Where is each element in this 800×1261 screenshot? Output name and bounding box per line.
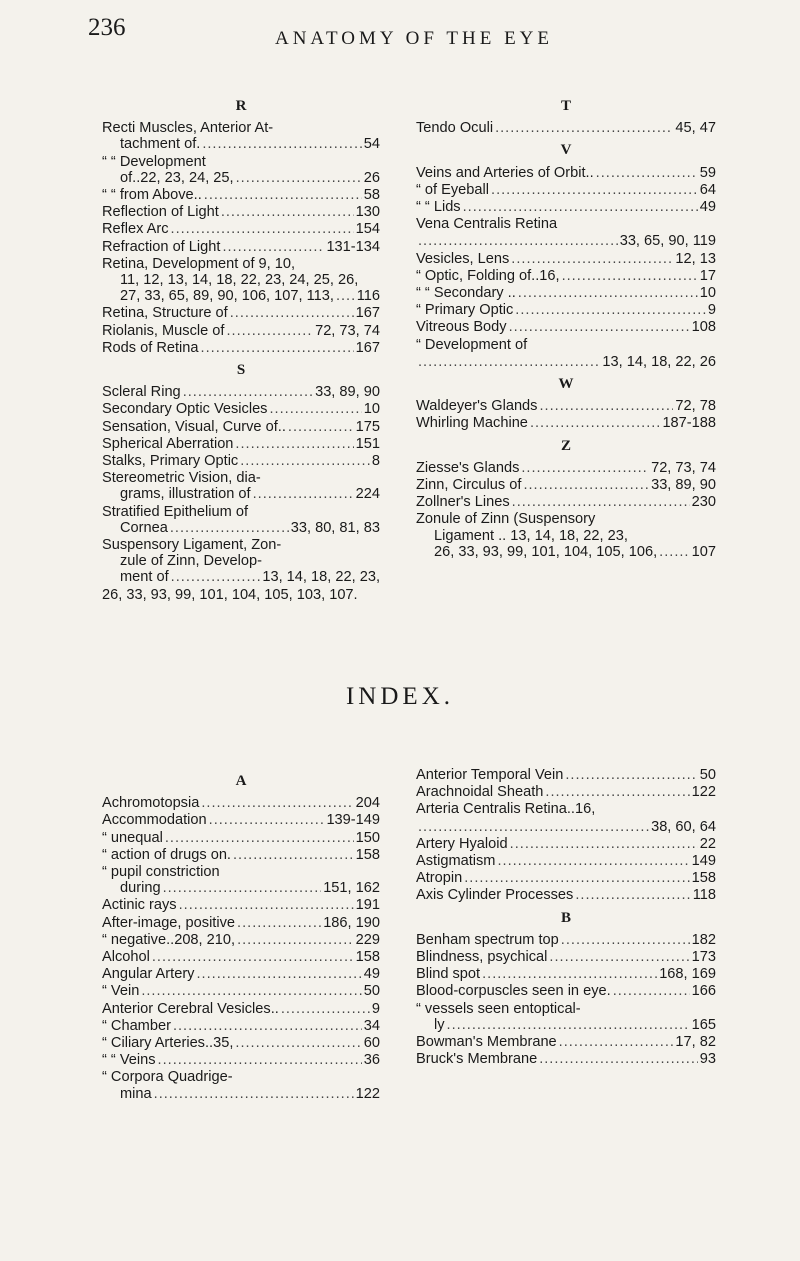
leader-dots [523,477,649,493]
entry-pages: 9 [707,302,716,319]
entry-pages: 150 [355,829,380,846]
entry-term: Secondary Optic Vesicles [102,401,268,418]
index-entry [102,1018,380,1034]
bottom-left-column [102,767,380,1103]
entry-term: “ Chamber [102,1017,171,1034]
leader-dots [183,384,313,400]
entry-pages: 158 [355,846,380,863]
index-entry [416,398,716,414]
index-entry [416,337,716,353]
top-left-column [102,92,380,604]
entry-term: Actinic rays [102,897,177,914]
entry-pages: 122 [691,784,716,801]
leader-dots [221,204,354,220]
leader-dots [539,1051,698,1067]
entry-pages: 151 [355,435,380,452]
entry-pages: 72, 73, 74 [315,322,380,339]
entry-term-line: Recti Muscles, Anterior At- [102,120,274,137]
leader-dots [530,415,661,431]
entry-term-line: “ Corpora Quadrige- [102,1069,233,1086]
entry-pages: 58 [363,187,380,204]
index-entry [416,199,716,215]
entry-term: Riolanis, Muscle of [102,322,225,339]
entry-pages: 72, 73, 74 [651,459,716,476]
entry-pages: 60 [363,1035,380,1052]
entry-term: Sensation, Visual, Curve of.. [102,418,286,435]
index-entry [416,165,716,181]
leader-dots [196,966,361,982]
leader-dots [596,165,698,181]
entry-pages: 151, 162 [323,880,380,897]
index-entry [416,511,716,560]
leader-dots [447,1017,690,1033]
entry-pages: 139-149 [326,812,380,829]
entry-pages: 33, 65, 90, 119 [619,233,716,250]
entry-pages: 12, 13 [675,250,716,267]
index-entry [102,932,380,948]
index-entry [102,1035,380,1051]
index-entry [102,305,380,321]
entry-pages: 158 [691,870,716,887]
leader-dots [201,340,354,356]
section-letter: Z [560,437,571,454]
index-entry [102,847,380,863]
leader-dots [222,239,324,255]
entry-term: Benham spectrum top [416,931,559,948]
index-entry [416,1051,716,1067]
entry-pages: 45, 47 [675,120,716,137]
leader-dots [154,1086,354,1102]
entry-term: Bruck's Membrane [416,1051,538,1068]
entry-term: Vitreous Body [416,319,507,336]
entry-term: Scleral Ring [102,384,181,401]
entry-term: Whirling Machine [416,415,528,432]
leader-dots [575,887,690,903]
entry-term: “ unequal [102,829,163,846]
leader-dots [233,847,354,863]
entry-term: “ “ Secondary .. [416,285,516,302]
entry-pages: 64 [699,181,716,198]
index-entry [416,949,716,965]
entry-term: Reflection of Light [102,204,219,221]
index-entry [102,897,380,913]
entry-term: Veins and Arteries of Orbit.. [416,164,594,181]
entry-term: “ Vein [102,983,140,1000]
index-entry [416,285,716,301]
index-entry [416,268,716,284]
entry-pages: 166 [691,983,716,1000]
leader-dots [235,436,353,452]
index-entry [102,204,380,220]
page-header [88,14,740,54]
entry-pages: 173 [691,949,716,966]
index-entry [416,233,716,249]
index-entry [102,587,380,603]
leader-dots [518,285,698,301]
leader-dots [491,182,698,198]
index-entry [416,887,716,903]
index-entry [102,340,380,356]
entry-term: “ Ciliary Arteries..35, [102,1035,234,1052]
leader-dots [515,302,706,318]
leader-dots [463,199,698,215]
index-entry [102,239,380,255]
entry-pages: 13, 14, 18, 22, 23, [262,569,380,586]
entry-term: Refraction of Light [102,238,221,255]
leader-dots [539,398,673,414]
leader-dots [512,494,690,510]
entry-term: Achromotopsia [102,795,200,812]
entry-pages: 187-188 [662,415,716,432]
leader-dots [230,305,354,321]
entry-pages: 186, 190 [323,914,380,931]
index-entry [102,1069,380,1101]
entry-term: Astigmatism [416,853,496,870]
entry-term-line: Ligament .. 13, 14, 18, 22, 23, [434,527,628,544]
entry-term: “ Optic, Folding of..16, [416,267,560,284]
index-entry [416,819,716,835]
index-entry [102,453,380,469]
entry-pages: 10 [363,401,380,418]
entry-term: Rods of Retina [102,339,199,356]
index-entry [416,251,716,267]
entry-pages: 130 [355,204,380,221]
entry-term: Angular Artery [102,966,195,983]
entry-pages: 33, 89, 90 [315,384,380,401]
entry-term: Zollner's Lines [416,494,510,511]
entry-term: Blood-corpuscles seen in eye. [416,983,611,1000]
entry-term-line: “ vessels seen entoptical- [416,1000,581,1017]
index-entry [416,983,716,999]
index-entry [102,864,380,896]
entry-pages: 17 [699,267,716,284]
leader-dots [170,520,289,536]
entry-pages: 59 [699,164,716,181]
entry-pages: 175 [355,418,380,435]
entry-term-line: 11, 12, 13, 14, 18, 22, 23, 24, 25, 26, [120,272,359,289]
entry-term: “ negative..208, 210, [102,931,236,948]
index-entry [416,354,716,370]
entry-pages: 10 [699,285,716,302]
leader-dots [235,1035,361,1051]
leader-dots [209,812,325,828]
leader-dots [237,932,354,948]
entry-term-line: Suspensory Ligament, Zon- [102,537,282,554]
entry-term: ly [434,1016,445,1033]
index-entry [416,966,716,982]
leader-dots [549,949,689,965]
index-entry [102,256,380,305]
entry-pages: 165 [691,1016,716,1033]
leader-dots [281,1001,370,1017]
index-entry [416,853,716,869]
entry-term: Waldeyer's Glands [416,398,538,415]
entry-pages: 154 [355,221,380,238]
entry-pages: 50 [699,767,716,783]
index-entry [416,932,716,948]
entry-term: Alcohol [102,949,150,966]
index-entry [416,494,716,510]
leader-dots [269,401,361,417]
index-entry [416,836,716,852]
entry-term: ment of [120,569,169,586]
index-entry [102,812,380,828]
leader-dots [141,983,361,999]
index-entry [102,384,380,400]
index-entry [102,966,380,982]
entry-pages: 34 [363,1017,380,1034]
entry-pages: 122 [355,1085,380,1102]
index-entry [416,216,716,232]
entry-pages: 182 [691,931,716,948]
entry-term: 27, 33, 65, 89, 90, 106, 107, 113, [120,288,334,305]
leader-dots [173,1018,362,1034]
entry-pages: 229 [355,931,380,948]
entry-pages: 108 [691,319,716,336]
entry-term: “ Development of [416,336,528,353]
entry-term: Bowman's Membrane [416,1034,557,1051]
leader-dots [511,251,673,267]
entry-pages: 33, 80, 81, 83 [290,519,380,536]
entry-term: Blindness, psychical [416,949,548,966]
leader-dots [165,830,354,846]
entry-term: Arteria Centralis Retina..16, [416,801,596,818]
entry-term: “ action of drugs on. [102,846,231,863]
leader-dots [336,288,355,304]
entry-term: tachment of. [120,136,201,153]
entry-term: Reflex Arc [102,221,169,238]
entry-pages: 118 [692,887,716,904]
index-entry [102,915,380,931]
entry-pages: 9 [371,1000,380,1017]
entry-pages: 149 [691,853,716,870]
leader-dots [240,453,370,469]
entry-term: Blind spot [416,966,481,983]
entry-term-line: Stereometric Vision, dia- [102,470,261,487]
entry-pages: 224 [355,486,380,503]
entry-pages: 54 [363,136,380,153]
index-entry [102,187,380,203]
index-entry [416,182,716,198]
entry-pages: 49 [363,966,380,983]
index-entry [416,1034,716,1050]
leader-dots [509,319,690,335]
entry-term: 26, 33, 93, 99, 101, 104, 105, 106, [434,543,658,560]
index-entry [102,419,380,435]
entry-term: “ of Eyeball [416,181,490,198]
entry-pages: 168, 169 [659,966,716,983]
leader-dots [510,836,698,852]
entry-term: Anterior Cerebral Vesicles.. [102,1000,279,1017]
entry-term: Anterior Temporal Vein [416,767,564,783]
index-entry [416,415,716,431]
leader-dots [418,354,600,370]
leader-dots [418,233,618,249]
entry-pages: 131-134 [326,238,380,255]
leader-dots [288,419,354,435]
entry-term: mina [120,1085,152,1102]
leader-dots [226,323,313,339]
leader-dots [418,819,649,835]
entry-pages: 17, 82 [675,1034,716,1051]
entry-term: grams, illustration of [120,486,251,503]
entry-pages: 8 [371,453,380,470]
leader-dots [464,870,689,886]
entry-pages: 50 [363,983,380,1000]
entry-pages: 167 [355,305,380,322]
entry-term: during [120,880,161,897]
index-entry [102,154,380,186]
entry-term: Tendo Oculi [416,120,494,137]
bottom-right-column [416,767,716,1068]
section-letter: B [560,909,571,926]
entry-term: Artery Hyaloid [416,835,508,852]
leader-dots [495,120,673,136]
index-entry [102,401,380,417]
index-entry [416,870,716,886]
entry-term: “ Primary Optic [416,302,514,319]
leader-dots [561,932,690,948]
leader-dots [202,136,361,152]
index-entry [416,1001,716,1033]
entry-pages: 26 [363,169,380,186]
leader-dots [152,949,354,965]
entry-term: of..22, 23, 24, 25, [120,169,234,186]
entry-term: Stalks, Primary Optic [102,453,239,470]
index-entry [102,120,380,152]
entry-term: “ “ Lids [416,199,461,216]
entry-term: Atropin [416,870,463,887]
entry-pages: 33, 89, 90 [651,477,716,494]
index-entry [102,537,380,586]
entry-term-line: “ pupil constriction [102,864,220,881]
leader-dots [659,544,689,560]
section-letter: S [236,362,246,379]
running-title: ANATOMY OF THE EYE [274,28,553,49]
section-letter: V [560,142,572,159]
entry-pages: 230 [691,494,716,511]
entry-term: Ziesse's Glands [416,459,520,476]
index-entry [416,120,716,136]
entry-term: Vena Centralis Retina [416,216,558,233]
section-letter: T [560,98,571,114]
leader-dots [158,1052,362,1068]
entry-term: After-image, positive [102,914,236,931]
entry-pages: 158 [355,949,380,966]
index-entry [416,477,716,493]
leader-dots [562,268,698,284]
entry-pages: 38, 60, 64 [651,818,716,835]
entry-term: Spherical Aberration [102,435,234,452]
leader-dots [613,983,690,999]
leader-dots [204,187,362,203]
entry-term: Zinn, Circulus of [416,477,522,494]
entry-term: Vesicles, Lens [416,250,510,267]
entry-pages: 13, 14, 18, 22, 26 [602,353,716,370]
entry-term: Retina, Structure of [102,305,228,322]
leader-dots [179,897,354,913]
entry-pages: 107 [691,543,716,560]
entry-pages: 167 [355,339,380,356]
entry-term-line: Stratified Epithelium of [102,503,249,520]
index-entry [102,983,380,999]
leader-dots [163,880,322,896]
index-title: INDEX. [345,683,454,710]
section-letter: W [558,376,574,393]
entry-term: Accommodation [102,812,207,829]
leader-dots [171,569,261,585]
entry-term-line: Zonule of Zinn (Suspensory [416,511,596,528]
index-entry [416,784,716,800]
entry-pages: 72, 78 [675,398,716,415]
entry-term-line: Retina, Development of 9, 10, [102,255,296,272]
index-entry [102,949,380,965]
index-entry [102,221,380,237]
index-entry [416,460,716,476]
entry-term-line: “ “ Development [102,153,206,170]
index-entry [416,767,716,783]
index-entry [102,504,380,536]
entry-pages: 22 [699,835,716,852]
entry-pages: 204 [355,795,380,812]
entry-term: 26, 33, 93, 99, 101, 104, 105, 103, 107. [102,586,358,603]
section-letter: A [235,773,247,789]
leader-dots [559,1034,674,1050]
index-entry [102,323,380,339]
leader-dots [237,915,321,931]
leader-dots [545,784,689,800]
entry-term: “ “ Veins [102,1052,156,1069]
index-entry [102,470,380,502]
entry-pages: 116 [356,288,380,305]
index-entry [102,795,380,811]
leader-dots [565,767,697,783]
entry-term: Arachnoidal Sheath [416,784,544,801]
page-number: 236 [88,14,126,41]
index-entry [416,319,716,335]
index-entry [102,1052,380,1068]
entry-pages: 93 [699,1051,716,1068]
entry-term: Cornea [120,519,168,536]
top-right-column [416,92,716,561]
entry-term-line: zule of Zinn, Develop- [120,553,262,570]
index-entry [102,1001,380,1017]
entry-pages: 36 [363,1052,380,1069]
entry-pages: 191 [355,897,380,914]
entry-term: “ “ from Above.. [102,187,202,204]
leader-dots [482,966,657,982]
leader-dots [236,170,362,186]
leader-dots [253,486,354,502]
entry-pages: 49 [699,199,716,216]
index-entry [102,436,380,452]
index-entry [416,801,716,817]
leader-dots [201,795,353,811]
section-letter: R [235,98,247,114]
leader-dots [497,853,689,869]
index-entry [102,830,380,846]
leader-dots [171,221,354,237]
entry-term: Axis Cylinder Processes [416,887,574,904]
leader-dots [521,460,649,476]
index-entry [416,302,716,318]
